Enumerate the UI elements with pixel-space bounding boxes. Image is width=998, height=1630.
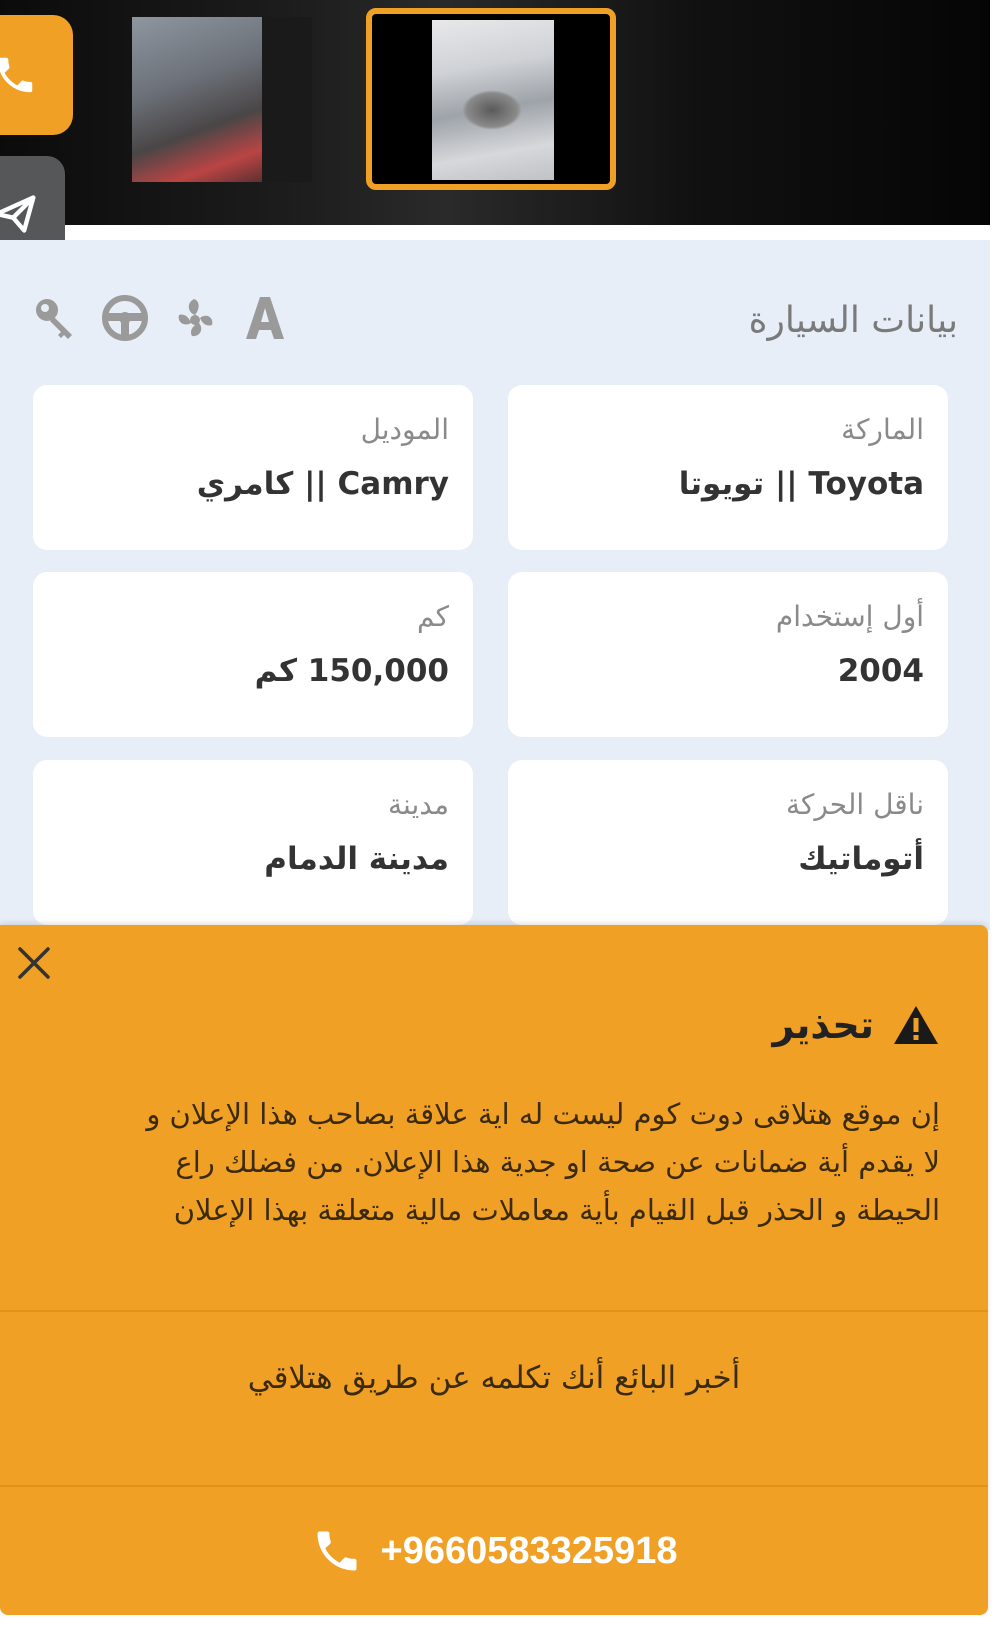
spec-value: أتوماتيك — [798, 841, 924, 877]
thumbnail-image — [432, 20, 554, 180]
key-icon — [30, 293, 80, 343]
close-icon — [16, 945, 52, 981]
spec-value: Camry || كامري — [196, 466, 449, 502]
warning-header — [772, 1003, 940, 1047]
spec-card-mileage — [33, 572, 473, 737]
warning-title: تحذير — [772, 1003, 874, 1047]
gallery-thumbnail-selected[interactable] — [366, 8, 616, 190]
warning-triangle-icon — [892, 1004, 940, 1046]
tell-seller-note: أخبر البائع أنك تكلمه عن طريق هتلاقي — [247, 1360, 741, 1396]
section-title: بيانات السيارة — [748, 300, 958, 341]
warning-line: إن موقع هتلاقى دوت كوم ليست له اية علاقة بصاحب هذا الإعلان و — [146, 1097, 940, 1131]
spec-label: الموديل — [360, 413, 449, 446]
call-seller-button[interactable] — [0, 1525, 988, 1577]
warning-message — [65, 1090, 940, 1234]
automatic-icon — [240, 293, 290, 343]
spec-label: أول إستخدام — [775, 600, 924, 633]
spec-icons-row — [30, 293, 290, 343]
warning-line: الحيطة و الحذر قبل القيام بأية معاملات مالية متعلقة بهذا الإعلان — [173, 1193, 940, 1227]
warning-line: لا يقدم أية ضمانات عن صحة او جدية هذا الإعلان. من فضلك راع — [175, 1145, 940, 1179]
steering-wheel-icon — [100, 293, 150, 343]
spec-card-first-use — [508, 572, 948, 737]
spec-value: مدينة الدمام — [264, 841, 449, 877]
call-fab-button[interactable] — [0, 15, 73, 135]
spec-label: كم — [417, 600, 449, 633]
spec-value: Toyota || تويوتا — [678, 466, 924, 502]
phone-number: +9660583325918 — [380, 1529, 678, 1572]
warning-panel — [0, 925, 988, 1615]
spec-value: 2004 — [837, 653, 924, 689]
spec-label: الماركة — [841, 413, 924, 446]
spec-label: مدينة — [388, 788, 449, 821]
spec-card-transmission — [508, 760, 948, 925]
divider — [0, 1485, 988, 1487]
spec-card-model — [33, 385, 473, 550]
close-button[interactable] — [16, 945, 52, 981]
fan-icon — [170, 293, 220, 343]
divider — [0, 1310, 988, 1312]
image-gallery — [0, 0, 990, 225]
spec-value: 150,000 كم — [254, 653, 449, 689]
spec-card-city — [33, 760, 473, 925]
gallery-thumbnail[interactable] — [132, 17, 312, 182]
spec-card-make — [508, 385, 948, 550]
share-icon — [0, 192, 37, 236]
phone-icon — [0, 52, 38, 98]
phone-icon — [311, 1525, 363, 1577]
spec-label: ناقل الحركة — [786, 788, 924, 821]
